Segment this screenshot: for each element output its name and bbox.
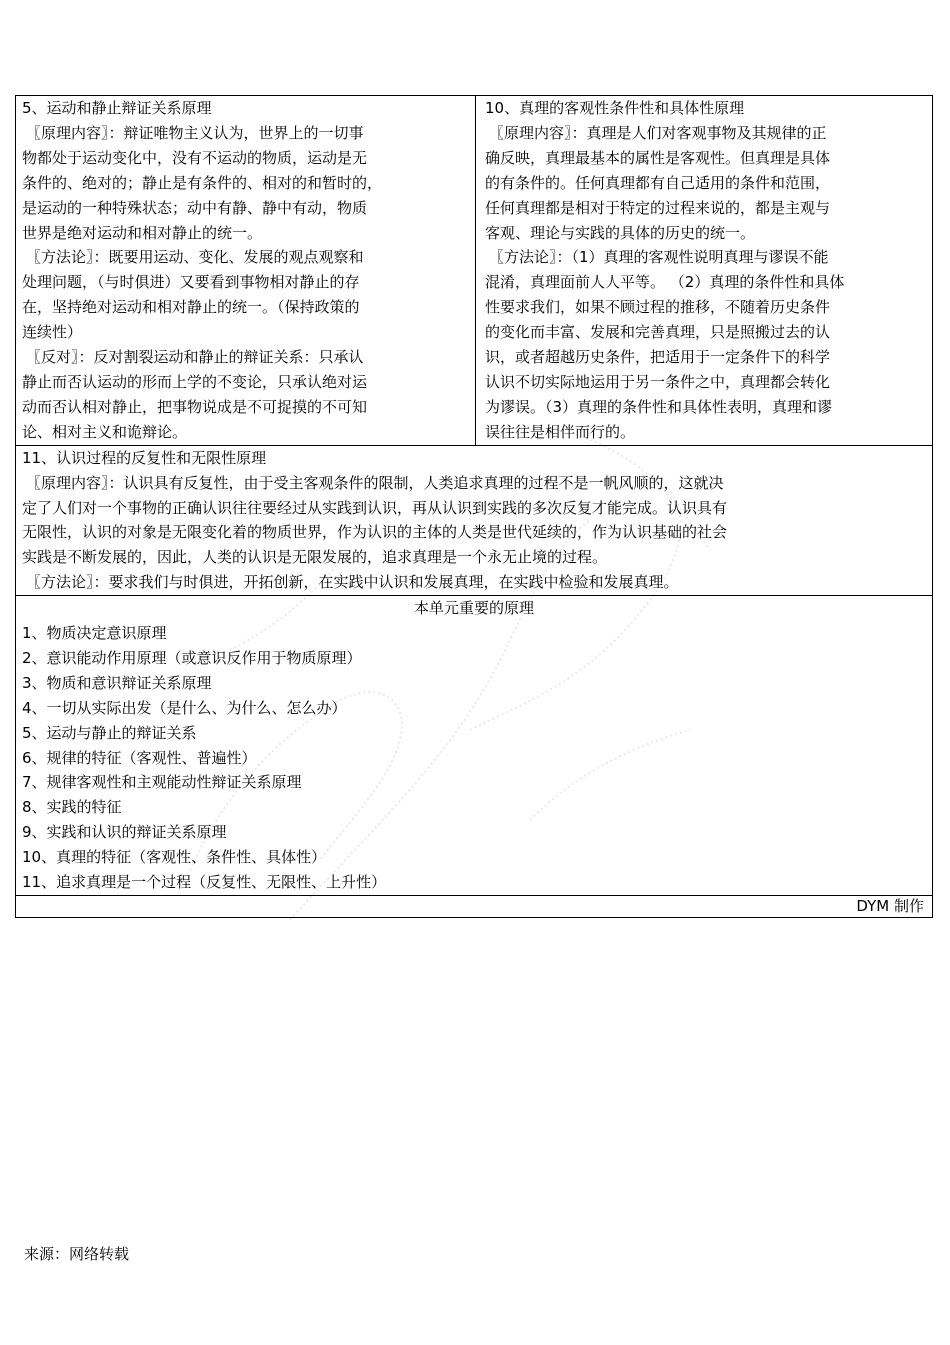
section-5-line: 物都处于运动变化中，没有不运动的物质，运动是无: [22, 148, 368, 167]
section-5-line: 动而否认相对静止，把事物说成是不可捉摸的不可知: [22, 397, 368, 416]
summary-item: 5、运动与静止的辩证关系: [22, 723, 197, 742]
summary-cell: [16, 596, 932, 896]
section-5-line: 〖方法论〗：既要用运动、变化、发展的观点观察和: [26, 248, 364, 267]
summary-item: 9、实践和认识的辩证关系原理: [22, 823, 227, 842]
section-10-line: 〖原理内容〗：真理是人们对客观事物及其规律的正: [489, 123, 827, 142]
section-10-line: 识，或者超越历史条件，把适用于一定条件下的科学: [485, 348, 831, 367]
section-5-line: 条件的、绝对的；静止是有条件的、相对的和暂时的，: [22, 173, 383, 192]
section-10-line: 〖方法论〗：（1）真理的客观性说明真理与谬误不能: [489, 248, 829, 267]
summary-item: 3、物质和意识辩证关系原理: [22, 673, 212, 692]
section-5-line: 论、相对主义和诡辩论。: [22, 422, 188, 441]
summary-item: 7、规律客观性和主观能动性辩证关系原理: [22, 773, 302, 792]
section-5-heading: 5、运动和静止辩证关系原理: [22, 99, 212, 117]
signature-text: DYM 制作: [856, 897, 924, 915]
section-10-line: 认识不切实际地运用于另一条件之中，真理都会转化: [485, 372, 831, 391]
section-5-line: 是运动的一种特殊状态；动中有静、静中有动，物质: [22, 198, 368, 217]
summary-item: 11、追求真理是一个过程（反复性、无限性、上升性）: [22, 873, 387, 892]
section-5-line: 〖反对〗：反对割裂运动和静止的辩证关系：只承认: [26, 348, 364, 367]
section-11-cell: [16, 446, 932, 596]
section-10-line: 任何真理都是相对于特定的过程来说的，都是主观与: [485, 198, 831, 217]
section-5-line: 静止而否认运动的形而上学的不变论，只承认绝对运: [22, 372, 368, 391]
section-10-line: 客观、理论与实践的具体的历史的统一。: [485, 223, 756, 242]
section-5-line: 处理问题，（与时俱进）又要看到事物相对静止的存: [22, 273, 360, 292]
principles-table: [15, 95, 933, 918]
section-5-line: 连续性）: [22, 323, 83, 342]
section-10-line: 确反映，真理最基本的属性是客观性。但真理是具体: [485, 148, 831, 167]
summary-item: 10、真理的特征（客观性、条件性、具体性）: [22, 848, 327, 867]
section-11-line: 〖原理内容〗：认识具有反复性，由于受主客观条件的限制，人类追求真理的过程不是一帆风顺的，这就决: [26, 473, 724, 492]
section-10-line: 误往往是相伴而行的。: [485, 422, 636, 441]
section-5-line: 世界是绝对运动和相对静止的统一。: [22, 223, 263, 242]
summary-title: 本单元重要的原理: [413, 599, 534, 618]
section-10-line: 的变化而丰富、发展和完善真理，只是照搬过去的认: [485, 323, 831, 342]
section-11-heading: 11、认识过程的反复性和无限性原理: [22, 448, 267, 467]
signature-row: [16, 896, 932, 917]
section-10-line: 性要求我们，如果不顾过程的推移，不随着历史条件: [485, 298, 831, 317]
section-11-line: 实践是不断发展的，因此，人类的认识是无限发展的，追求真理是一个永无止境的过程。: [22, 548, 608, 567]
section-10-heading: 10、真理的客观性条件性和具体性原理: [485, 99, 745, 117]
row-sections-5-10: [16, 96, 932, 446]
summary-item: 6、规律的特征（客观性、普遍性）: [22, 748, 257, 767]
section-10-line: 为谬误。（3）真理的条件性和具体性表明，真理和谬: [485, 397, 833, 416]
section-11-line: 定了人们对一个事物的正确认识往往要经过从实践到认识，再从认识到实践的多次反复才能完成。认识具有: [22, 498, 728, 517]
section-5-cell: [16, 96, 476, 445]
section-11-line: 〖方法论〗：要求我们与时俱进，开拓创新，在实践中认识和发展真理，在实践中检验和发展真理。: [26, 573, 679, 592]
section-11-line: 无限性，认识的对象是无限变化着的物质世界，作为认识的主体的人类是世代延续的，作为认识基础的社会: [22, 523, 728, 542]
section-10-line: 混淆，真理面前人人平等。 （2）真理的条件性和具体: [485, 273, 845, 292]
section-10-line: 的有条件的。任何真理都有自己适用的条件和范围，: [485, 173, 831, 192]
section-5-line: 〖原理内容〗：辩证唯物主义认为，世界上的一切事: [26, 123, 364, 142]
section-5-line: 在，坚持绝对运动和相对静止的统一。（保持政策的: [22, 298, 360, 317]
summary-item: 1、物质决定意识原理: [22, 624, 167, 643]
source-note: 来源：网络转载: [24, 1245, 130, 1263]
summary-item: 4、一切从实际出发（是什么、为什么、怎么办）: [22, 698, 347, 717]
summary-item: 2、意识能动作用原理（或意识反作用于物质原理）: [22, 648, 362, 667]
section-10-cell: [476, 96, 932, 445]
summary-item: 8、实践的特征: [22, 798, 122, 817]
